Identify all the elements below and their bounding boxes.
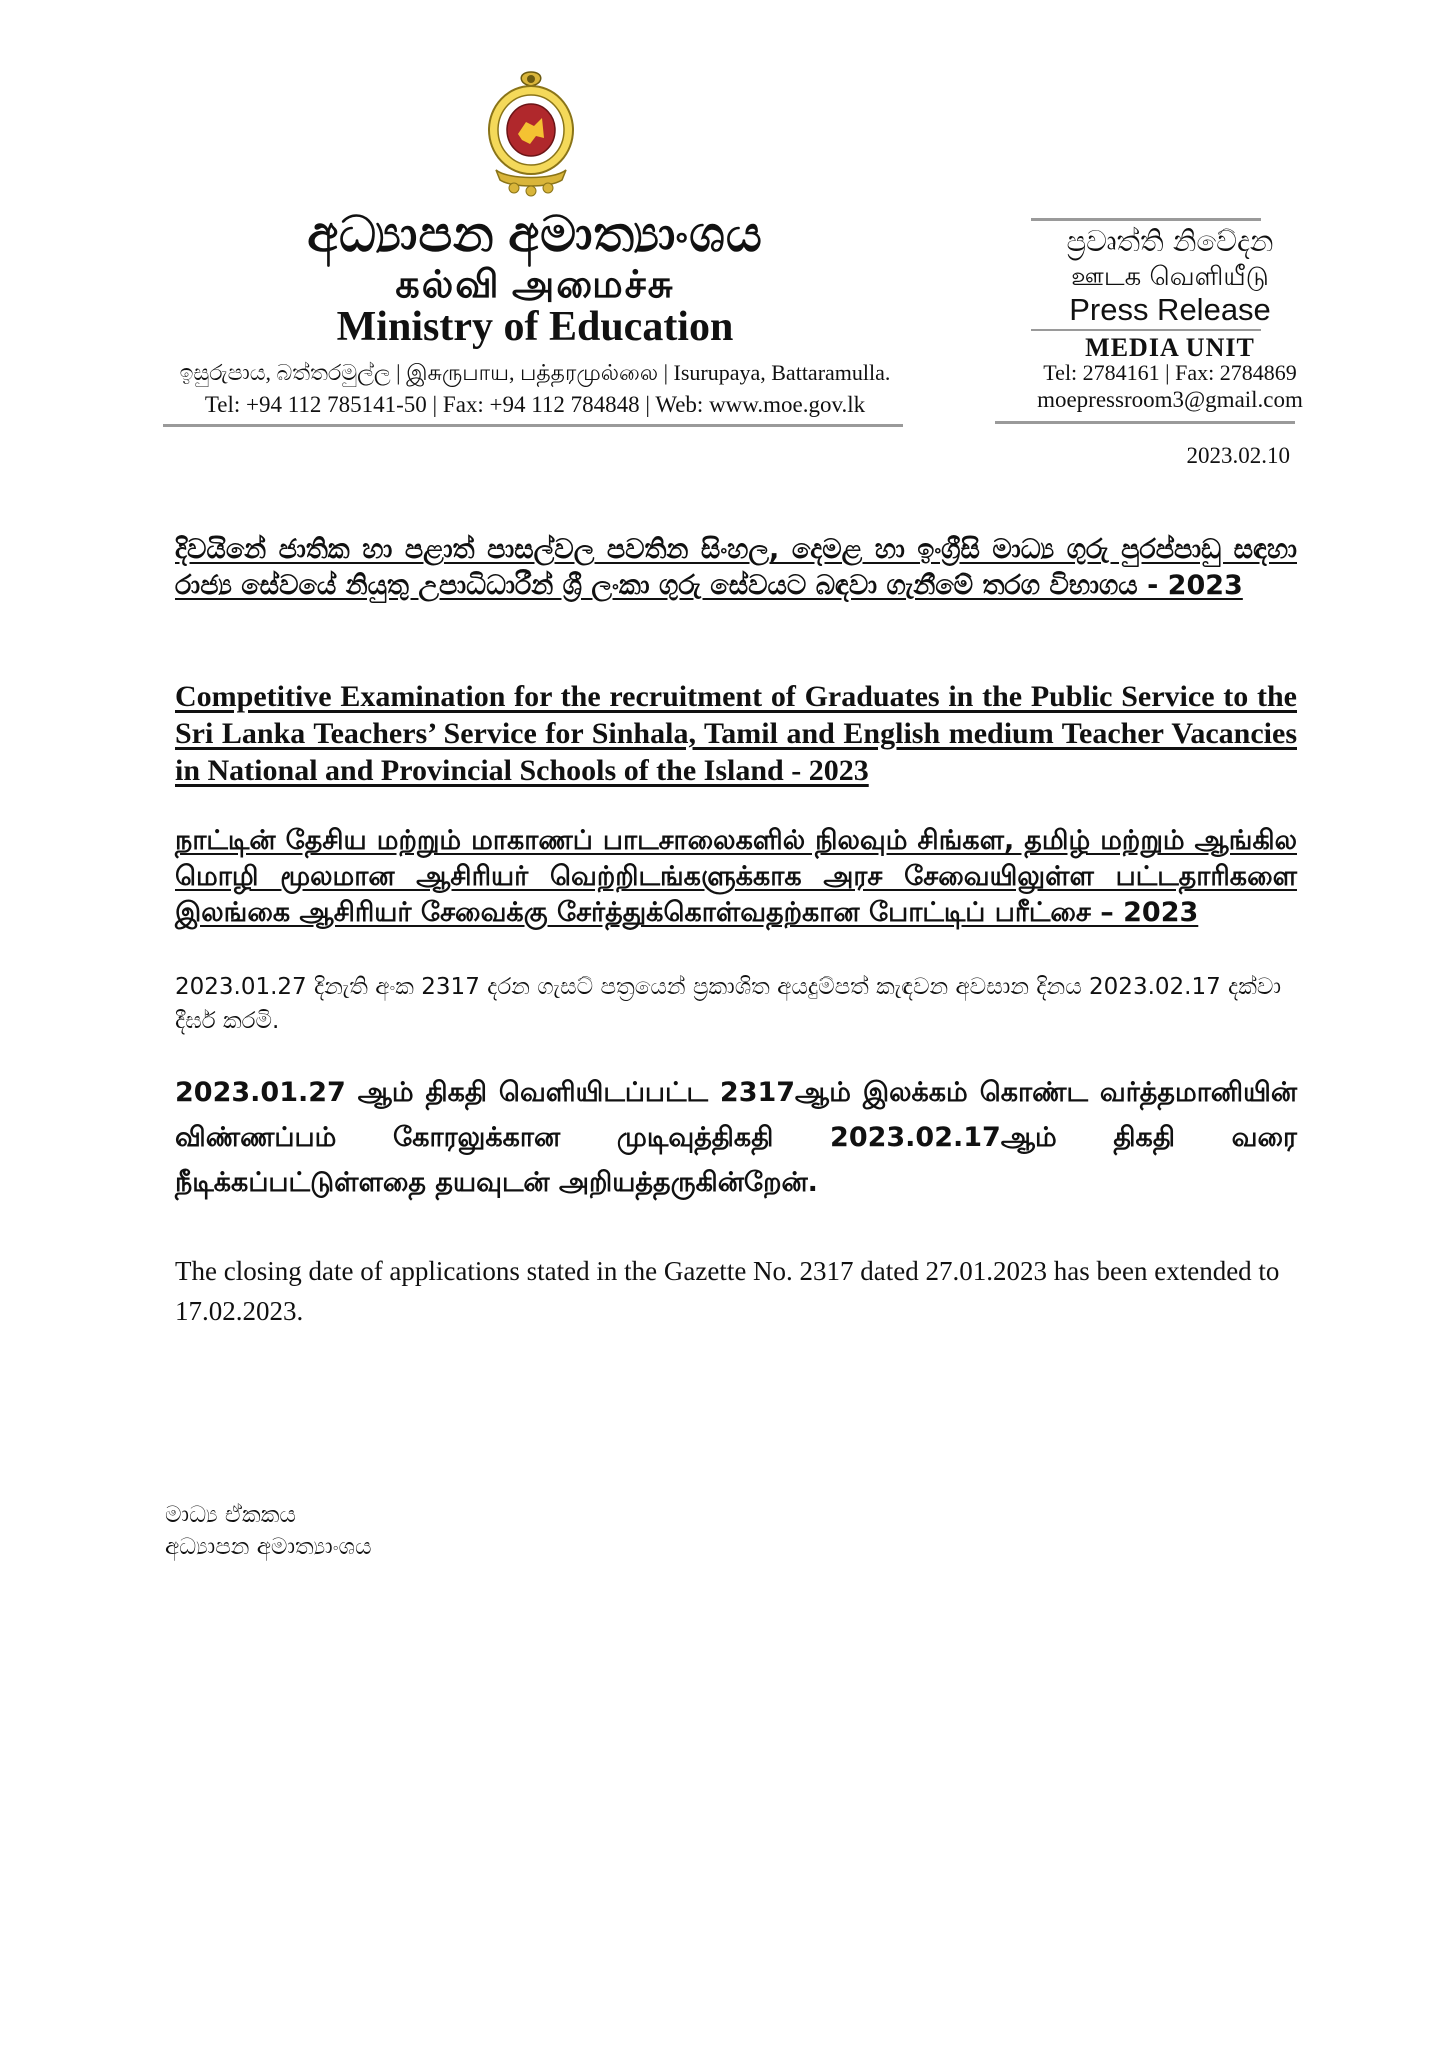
press-release-label-sinhala: ප්‍රවෘත්ති නිවේදන bbox=[1066, 224, 1274, 258]
sri-lanka-emblem-icon bbox=[482, 68, 580, 198]
title-tamil: நாட்டின் தேசிய மற்றும் மாகாணப் பாடசாலைகளில் நிலவும் சிங்கள, தமிழ் மற்றும் ஆங்கில மொழி மூலமான ஆசிரியர் வெற்றிடங்களுக்காக அரச சேவையிலுள்ள பட்டதாரிகளை இலங்கை ஆசிரியர் சேவைக்கு சேர்த்துக்கொள்வதற்கான போட்டிப் பரீட்சை – 2023 bbox=[175, 825, 1297, 928]
header-divider-left bbox=[163, 424, 903, 427]
notice-sinhala: 2023.01.27 දිනැති අංක 2317 දරන ගැසට් පත්‍රයෙන් ප්‍රකාශිත අයදුම්පත් කැඳවන අවසාන දිනය 2023.02.17 දක්වා දීර්ඝ කරමි. bbox=[175, 974, 1282, 1034]
press-release-label-tamil: ஊடக வெளியீடு bbox=[1071, 262, 1269, 292]
press-release-label-english: Press Release bbox=[1069, 292, 1271, 327]
header-divider-right bbox=[995, 421, 1295, 424]
press-box-middle-rule bbox=[1031, 329, 1261, 331]
ministry-contact: Tel: +94 112 785141-50 | Fax: +94 112 784848 | Web: www.moe.gov.lk bbox=[204, 392, 866, 417]
title-english: Competitive Examination for the recruitment of Graduates in the Public Service to the Sri Lanka Teachers’ Service for Sinhala, Tamil and English medium Teacher Vacancies in National and Provincial Schools of the Island - 2023 bbox=[175, 680, 1297, 787]
media-unit-tel-fax: Tel: 2784161 | Fax: 2784869 bbox=[1043, 360, 1297, 385]
ministry-name-sinhala: අධ්‍යාපන අමාත්‍යාංශය bbox=[307, 206, 763, 262]
signature-ministry: අධ්‍යාපන අමාත්‍යාංශය bbox=[165, 1534, 372, 1560]
document-date: 2023.02.10 bbox=[1186, 443, 1290, 468]
title-sinhala: දිවයිනේ ජාතික හා පළාත් පාසල්වල පවතින සිංහල, දෙමළ හා ඉංග්‍රීසි මාධ්‍ය ගුරු පුරප්පාඩු සඳහා රාජ්‍ය සේවයේ නියුතු උපාධිධාරීන් ශ්‍රී ලංකා ගුරු සේවයට බඳවා ගැනීමේ තරග විභාගය - 2023 bbox=[175, 534, 1297, 601]
notice-tamil: 2023.01.27 ஆம் திகதி வெளியிடப்பட்ட 2317ஆம் இலக்கம் கொண்ட வர்த்தமானியின் விண்ணப்பம் கோரலுக்கான முடிவுத்திகதி 2023.02.17ஆம் திகதி வரை நீடிக்கப்பட்டுள்ளதை தயவுடன் அறியத்தருகின்றேன். bbox=[175, 1077, 1297, 1198]
ministry-address: ඉසුරුපාය, බත්තරමුල්ල | இசுருபாய, பத்தரமுல்லை | Isurupaya, Battaramulla. bbox=[179, 360, 891, 385]
signature-media-unit: මාධ්‍ය ඒකකය bbox=[165, 1502, 296, 1528]
ministry-name-english: Ministry of Education bbox=[336, 304, 734, 350]
press-box-top-rule bbox=[1031, 218, 1261, 221]
ministry-name-tamil: கல்வி அமைச்சு bbox=[395, 264, 675, 306]
media-unit-label: MEDIA UNIT bbox=[1085, 333, 1255, 362]
media-unit-email: moepressroom3@gmail.com bbox=[1037, 387, 1303, 412]
notice-english: The closing date of applications stated in the Gazette No. 2317 dated 27.01.2023 has been extended to 17.02.2023. bbox=[175, 1256, 1280, 1326]
